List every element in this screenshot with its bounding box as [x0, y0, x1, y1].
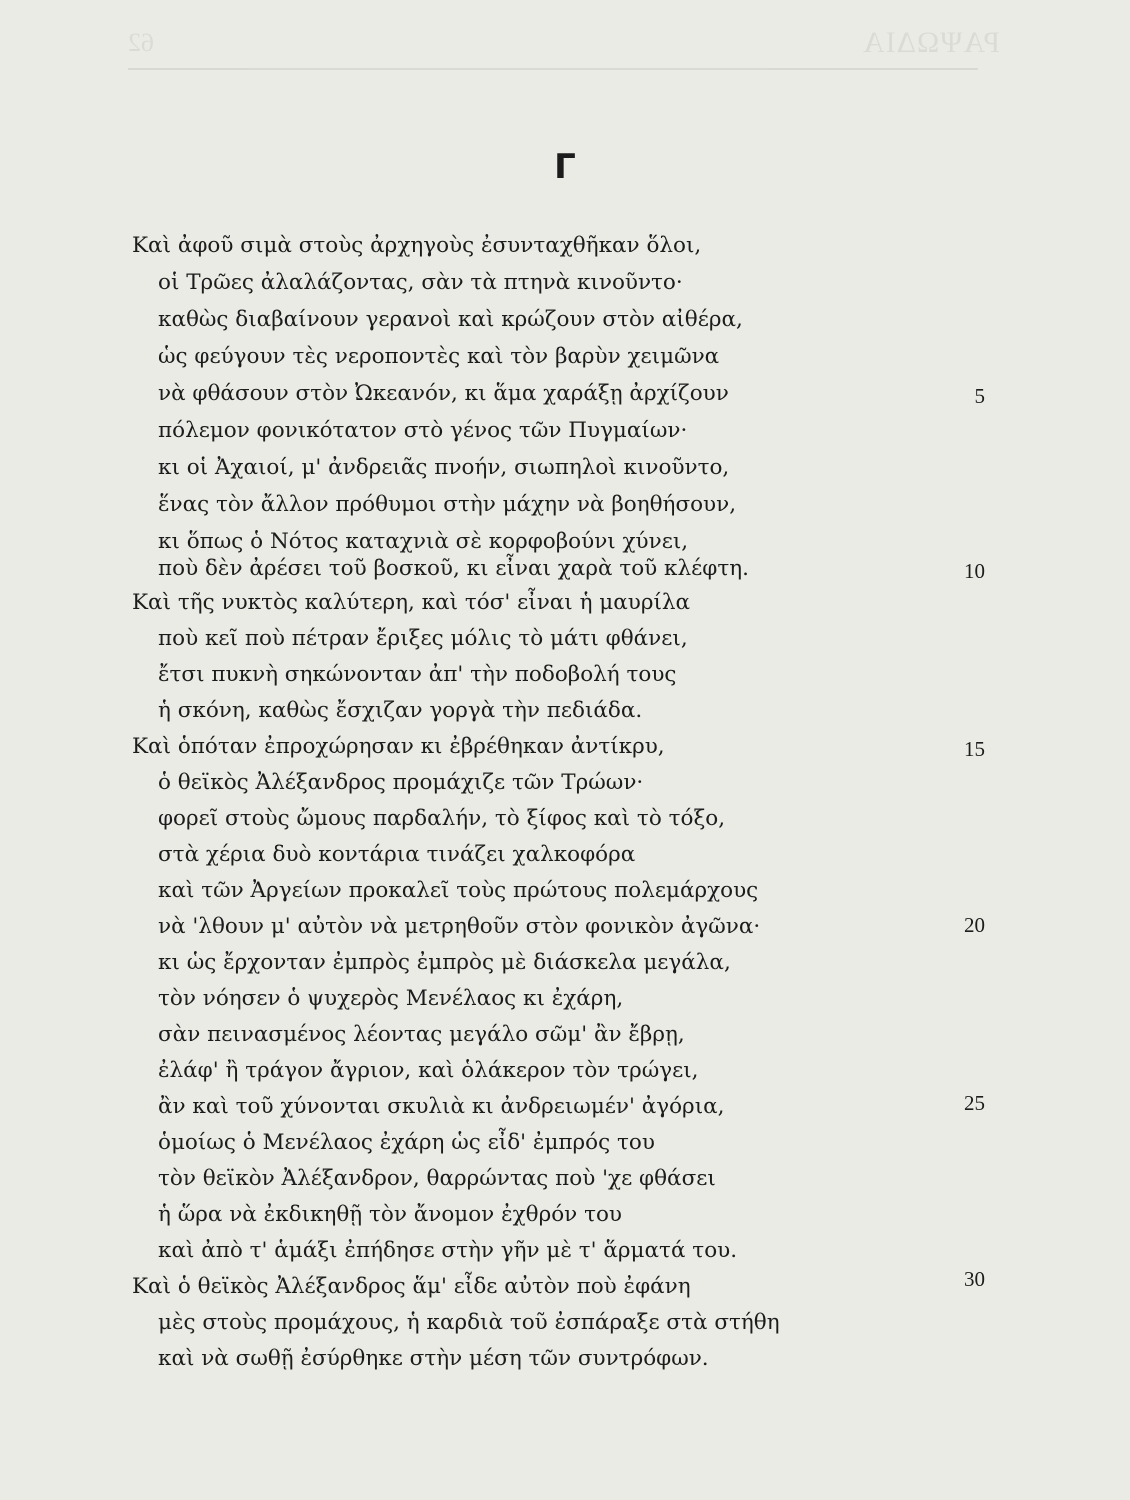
verse-line: τὸν θεϊκὸν Ἀλέξανδρον, θαρρώντας ποὺ 'χε φθάσει: [158, 1166, 716, 1191]
verse-line: ἂν καὶ τοῦ χύνονται σκυλιὰ κι ἀνδρειωμέν' ἀγόρια,: [158, 1094, 725, 1119]
verse-line: Καὶ ὁ θεϊκὸς Ἀλέξανδρος ἅμ' εἶδε αὐτὸν ποὺ ἐφάνη: [132, 1274, 691, 1299]
verse-line: ἡ σκόνη, καθὼς ἔσχιζαν γοργὰ τὴν πεδιάδα.: [158, 698, 643, 723]
verse-line: καὶ νὰ σωθῇ ἐσύρθηκε στὴν μέση τῶν συντρόφων.: [158, 1346, 709, 1371]
verse-line: ἔτσι πυκνὴ σηκώνονταν ἀπ' τὴν ποδοβολή τους: [158, 662, 677, 687]
verse-line: καθὼς διαβαίνουν γερανοὶ καὶ κρώζουν στὸν αἰθέρα,: [158, 307, 743, 332]
verse-line: πόλεμον φονικότατον στὸ γένος τῶν Πυγμαίων·: [158, 418, 688, 443]
line-number: 20: [964, 913, 985, 937]
verse-line: ἡ ὥρα νὰ ἐκδικηθῇ τὸν ἄνομον ἐχθρόν του: [158, 1202, 622, 1227]
verse-line: νὰ φθάσουν στὸν Ὠκεανόν, κι ἅμα χαράξῃ ἀρχίζουν: [158, 381, 729, 406]
verse-line: στὰ χέρια δυὸ κοντάρια τινάζει χαλκοφόρα: [158, 842, 636, 867]
verse-line: ἐλάφ' ἢ τράγον ἄγριον, καὶ ὁλάκερον τὸν τρώγει,: [158, 1058, 699, 1083]
reverse-page-number-mirrored: 62: [128, 28, 154, 57]
verse-line: ὁ θεϊκὸς Ἀλέξανδρος προμάχιζε τῶν Τρώων·: [158, 770, 644, 795]
line-number: 5: [974, 384, 985, 408]
verse-line: ἕνας τὸν ἄλλον πρόθυμοι στὴν μάχην νὰ βοηθήσουν,: [158, 492, 737, 517]
verse-line: σὰν πεινασμένος λέοντας μεγάλο σῶμ' ἂν ἔβρῃ,: [158, 1022, 685, 1047]
verse-line: κι ὅπως ὁ Νότος καταχνιὰ σὲ κορφοβούνι χύνει,: [158, 529, 689, 554]
verse-line: Καὶ ἀφοῦ σιμὰ στοὺς ἀρχηγοὺς ἐσυνταχθῆκαν ὅλοι,: [132, 233, 702, 258]
verse-line: ποὺ κεῖ ποὺ πέτραν ἔριξες μόλις τὸ μάτι φθάνει,: [158, 626, 688, 651]
verse-line: καὶ ἀπὸ τ' ἁμάξι ἐπήδησε στὴν γῆν μὲ τ' ἅρματά του.: [158, 1238, 738, 1263]
verse-line: κι ὡς ἔρχονταν ἐμπρὸς ἐμπρὸς μὲ διάσκελα μεγάλα,: [158, 950, 731, 975]
line-number: 15: [964, 737, 985, 761]
verse-line: μὲς στοὺς προμάχους, ἡ καρδιὰ τοῦ ἐσπάραξε στὰ στήθη: [158, 1310, 780, 1335]
verse-line: κι οἱ Ἀχαιοί, μ' ἀνδρειᾶς πνοήν, σιωπηλοὶ κινοῦντο,: [158, 455, 730, 480]
verse-line: φορεῖ στοὺς ὤμους παρδαλήν, τὸ ξίφος καὶ τὸ τόξο,: [158, 806, 726, 831]
book-title: Γ: [554, 147, 576, 187]
verse-line: ὁμοίως ὁ Μενέλαος ἐχάρη ὡς εἶδ' ἐμπρός του: [158, 1130, 655, 1155]
verse-line: οἱ Τρῶες ἀλαλάζοντας, σὰν τὰ πτηνὰ κινοῦντο·: [158, 270, 683, 295]
line-number: 10: [964, 559, 985, 583]
line-number: 30: [964, 1267, 985, 1291]
reverse-page-header-mirrored: ΡΑΨΩΔΙΑ: [861, 26, 1000, 59]
verse-line: καὶ τῶν Ἀργείων προκαλεῖ τοὺς πρώτους πολεμάρχους: [158, 878, 759, 903]
verse-line: τὸν νόησεν ὁ ψυχερὸς Μενέλαος κι ἐχάρη,: [158, 986, 624, 1011]
line-number: 25: [964, 1091, 985, 1115]
reverse-page-header-rule: [128, 68, 978, 70]
verse-line: ποὺ δὲν ἀρέσει τοῦ βοσκοῦ, κι εἶναι χαρὰ τοῦ κλέφτη.: [158, 556, 749, 581]
verse-line: νὰ 'λθουν μ' αὐτὸν νὰ μετρηθοῦν στὸν φονικὸν ἀγῶνα·: [158, 914, 761, 939]
verse-line: Καὶ τῆς νυκτὸς καλύτερη, καὶ τόσ' εἶναι ἡ μαυρίλα: [132, 590, 691, 615]
verse-line: Καὶ ὁπόταν ἐπροχώρησαν κι ἐβρέθηκαν ἀντίκρυ,: [132, 734, 665, 759]
verse-line: ὡς φεύγουν τὲς νεροποντὲς καὶ τὸν βαρὺν χειμῶνα: [158, 344, 720, 369]
